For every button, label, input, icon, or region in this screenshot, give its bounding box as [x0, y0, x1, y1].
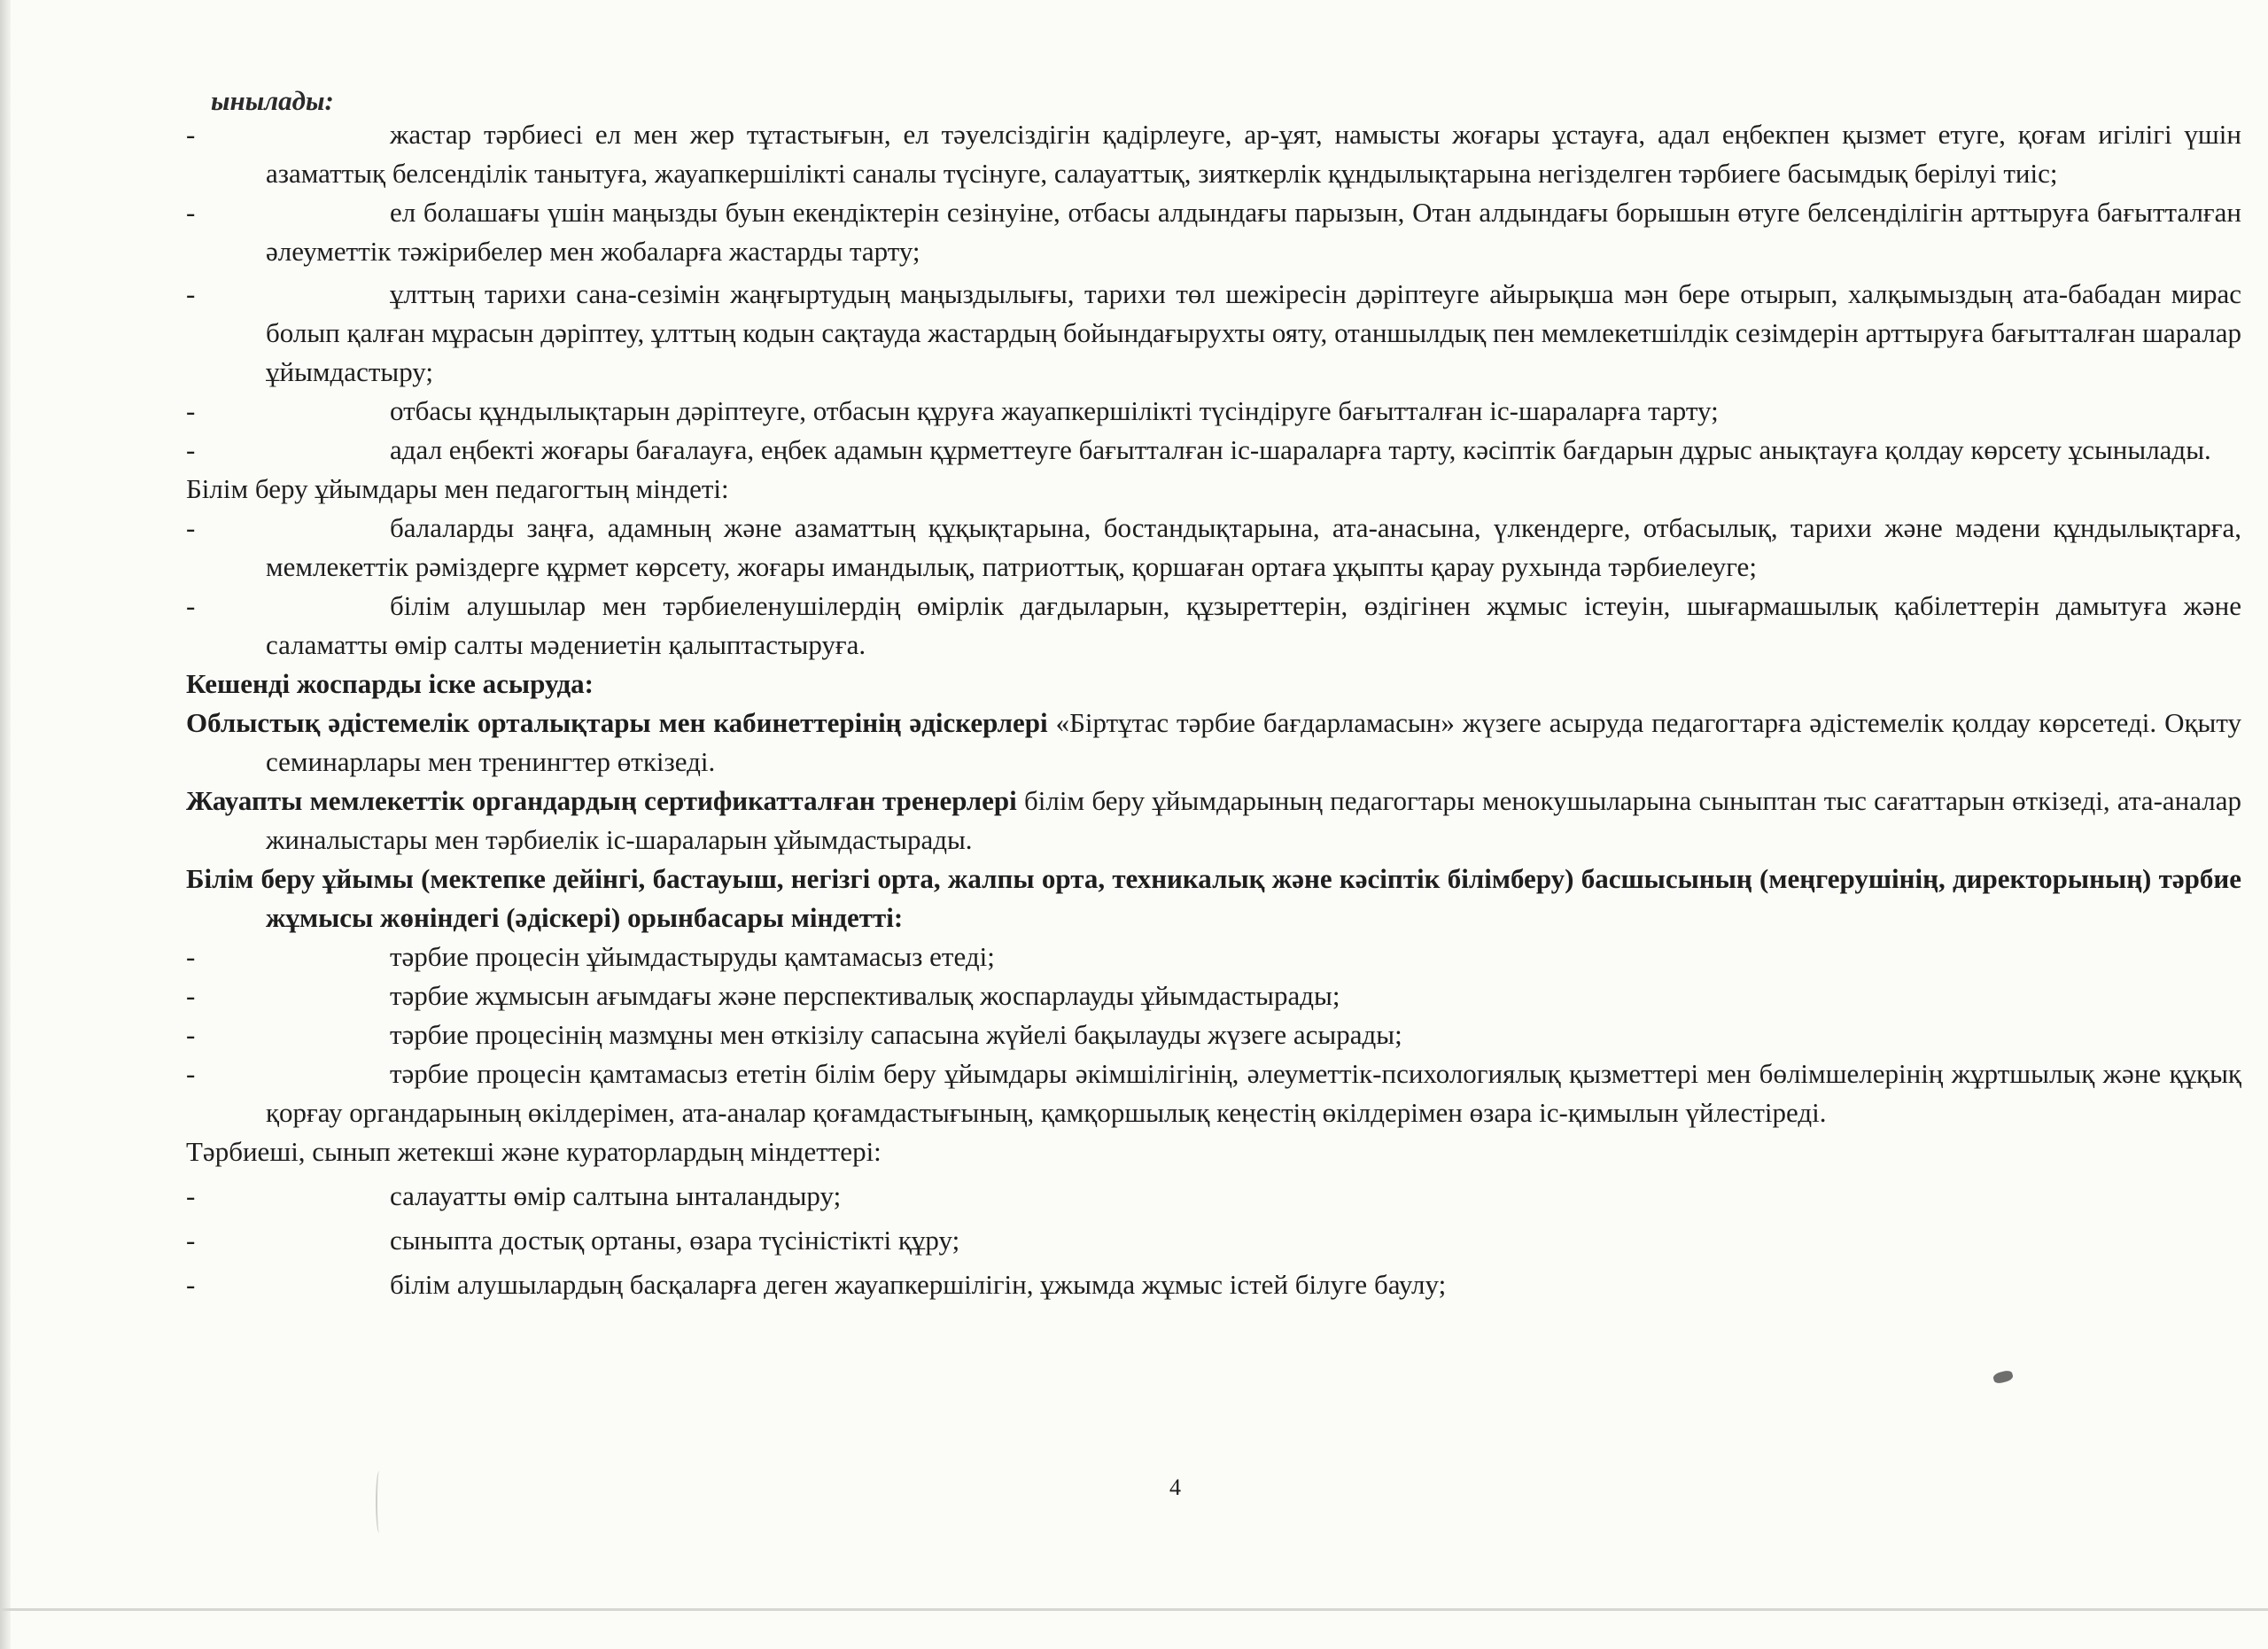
- list-item: [186, 431, 2241, 470]
- list-item: [186, 115, 2241, 193]
- dash-bullet: -: [186, 512, 196, 543]
- dash-bullet: -: [186, 197, 196, 228]
- paragraph-text: «Біртұтас тәрбие бағдарламасын» жүзеге асыруда педагогтарға әдістемелік қолдау көрсетеді. Оқыту семинарлары мен тренингтер өткізеді.: [266, 707, 2241, 777]
- list-item-text: білім алушылардың басқаларға деген жауапкершілігін, ұжымда жұмыс істей білуге баулу;: [390, 1269, 1447, 1300]
- dash-bullet: -: [186, 1019, 196, 1050]
- list-item-text: жастар тәрбиесі ел мен жер тұтастығын, ел тәуелсіздігін қадірлеуге, ар-ұят, намысты жоғары ұстауға, адал еңбекпен қызмет етуге, қоғам игілігі үшін азаматтық белсенділік танытуға, жауапкершілікті саналы түсінуге, салауаттық, зияткерлік құндылықтарына негізделген тәрбиеге басымдық берілуі тиіс;: [266, 119, 2241, 189]
- dash-bullet: -: [186, 941, 196, 972]
- dash-bullet: -: [186, 1225, 196, 1256]
- list-item-text: балаларды заңға, адамның және азаматтың құқықтарына, бостандықтарына, ата-анасына, үлкендерге, отбасылық, тарихи және мәдени құндылықтарға, мемлекеттік рәміздерге құрмет көрсету, жоғары имандылық, патриоттық, қоршаған ортаға ұқыпты қарау рухында тәрбиелеуге;: [266, 512, 2241, 582]
- scan-bottom-edge: [0, 1608, 2268, 1611]
- dash-bullet: -: [186, 590, 196, 621]
- list-item-text: білім алушылар мен тәрбиеленушілердің өмірлік дағдыларын, құзыреттерін, өздігінен жұмыс істеуін, шығармашылық қабілеттерін дамытуға және саламатты өмір салты мәдениетін қалыптастыруға.: [266, 590, 2241, 660]
- list-item-text: ұлттың тарихи сана-сезімін жаңғыртудың маңыздылығы, тарихи төл шежіресін дәріптеуге айырықша мән бере отырып, халқымыздың ата-бабадан мирас болып қалған мұрасын дәріптеу, ұлттың кодын сақтауда жастардың бойындағырухты ояту, отаншылдық пен мемлекетшілдік сезімдерін арттыруға бағытталған шаралар ұйымдастыру;: [266, 278, 2241, 387]
- dash-bullet: -: [186, 119, 196, 150]
- list-item-text: отбасы құндылықтарын дәріптеуге, отбасын құруға жауапкершілікті түсіндіруге бағытталған іс-шараларға тарту;: [390, 395, 1719, 426]
- list-item: [186, 976, 2241, 1015]
- dash-bullet: -: [186, 434, 196, 465]
- paper-fold-mark: [376, 1471, 383, 1533]
- page-number: 4: [1169, 1474, 1181, 1500]
- paragraph: [186, 782, 2241, 860]
- list-item-text: адал еңбекті жоғары бағалауға, еңбек адамын құрметтеуге бағытталған іс-шараларға тарту, кәсіптік бағдарын дұрыс анықтауға қолдау көрсету ұсынылады.: [390, 434, 2211, 465]
- list-item-text: тәрбие жұмысын ағымдағы және перспективалық жоспарлауды ұйымдастырады;: [390, 980, 1340, 1011]
- section-heading: Кешенді жоспарды іске асыруда:: [186, 668, 594, 699]
- scan-speck: [1992, 1369, 2014, 1384]
- list-item-text: ел болашағы үшін маңызды буын екендіктерін сезінуіне, отбасы алдындағы парызын, Отан алдындағы борышын өтуге белсенділігін арттыруға бағытталған әлеуметтік тәжірибелер мен жобаларға жастарды тарту;: [266, 197, 2241, 267]
- list-item: [186, 937, 2241, 976]
- document-body: [186, 115, 2241, 1304]
- list-item-text: сыныпта достық ортаны, өзара түсіністікті құру;: [390, 1225, 960, 1256]
- scan-left-edge: [0, 0, 11, 1649]
- list-item: [186, 1221, 2241, 1260]
- list-item: [186, 587, 2241, 665]
- dash-bullet: -: [186, 395, 196, 426]
- paragraph: Білім беру ұйымы (мектепке дейінгі, бастауыш, негізгі орта, жалпы орта, техникалық және кәсіптік білімберу) басшысының (меңгерушінің, директорының) тәрбие жұмысы жөніндегі (әдіскері) орынбасары міндетті:: [186, 863, 2241, 933]
- list-item: [186, 1265, 2241, 1304]
- dash-bullet: -: [186, 980, 196, 1011]
- paragraph-text: білім беру ұйымдарының педагогтары менокушыларына сыныптан тыс сағаттарын өткізеді, ата-аналар жиналыстары мен тәрбиелік іс-шараларын ұйымдастырады.: [266, 785, 2241, 855]
- list-item-text: тәрбие процесін ұйымдастыруды қамтамасыз етеді;: [390, 941, 995, 972]
- list-item-text: салауатты өмір салтына ынталандыру;: [390, 1180, 842, 1211]
- list-item: [186, 275, 2241, 392]
- list-item-text: тәрбие процесін қамтамасыз ететін білім беру ұйымдары әкімшілігінің, әлеуметтік-психологиялық қызметтері мен бөлімшелерінің жұртшылық және құқық қорғау органдарының өкілдерімен, ата-аналар қоғамдастығының, қамқоршылық кеңестің өкілдерімен өзара іс-қимылын үйлестіреді.: [266, 1058, 2241, 1128]
- cut-off-header: ынылады:: [211, 85, 334, 116]
- list-item: [186, 1177, 2241, 1216]
- list-item: [186, 193, 2241, 271]
- dash-bullet: -: [186, 1180, 196, 1211]
- list-item: [186, 1015, 2241, 1054]
- list-item: [186, 509, 2241, 587]
- paragraph-lead: Жауапты мемлекеттік органдардың сертификатталған тренерлері: [186, 785, 1017, 816]
- dash-bullet: -: [186, 278, 196, 309]
- paragraph-lead: Облыстық әдістемелік орталықтары мен кабинеттерінің әдіскерлері: [186, 707, 1048, 738]
- list-item: [186, 392, 2241, 431]
- list-item: [186, 1054, 2241, 1132]
- dash-bullet: -: [186, 1269, 196, 1300]
- paragraph: [186, 704, 2241, 782]
- section-heading: Білім беру ұйымдары мен педагогтың міндеті:: [186, 473, 729, 504]
- list-item-text: тәрбие процесінің мазмұны мен өткізілу сапасына жүйелі бақылауды жүзеге асырады;: [390, 1019, 1402, 1050]
- dash-bullet: -: [186, 1058, 196, 1089]
- section-heading: Тәрбиеші, сынып жетекші және кураторлардың міндеттері:: [186, 1136, 882, 1167]
